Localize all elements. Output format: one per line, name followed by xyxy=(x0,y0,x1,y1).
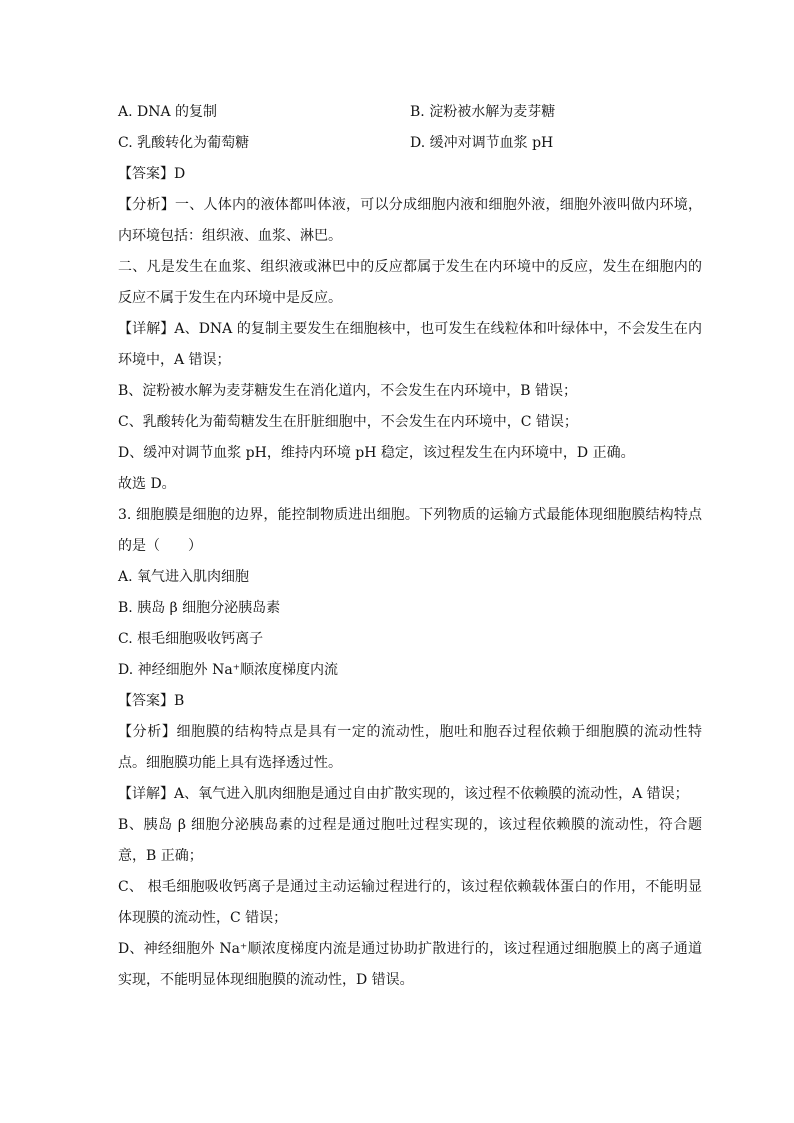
q3-option-d: D. 神经细胞外 Na⁺顺浓度梯度内流 xyxy=(118,662,339,678)
q3-option-b: B. 胰岛 β 细胞分泌胰岛素 xyxy=(118,600,281,616)
q2-detail-a: 【详解】A、DNA 的复制主要发生在细胞核中，也可发生在线粒体和叶绿体中，不会发生在内环境中，A 错误； xyxy=(118,321,702,368)
q2-option-b: B. 淀粉被水解为麦芽糖 xyxy=(410,104,556,120)
q2-option-d: D. 缓冲对调节血浆 pH xyxy=(410,135,554,151)
q3-detail-a: 【详解】A、氧气进入肌肉细胞是通过自由扩散实现的，该过程不依赖膜的流动性，A 错误； xyxy=(118,786,689,802)
q3-stem: 3. 细胞膜是细胞的边界，能控制物质进出细胞。下列物质的运输方式最能体现细胞膜结构特点的是（ ） xyxy=(118,507,702,554)
q2-option-c: C. 乳酸转化为葡萄糖 xyxy=(118,135,250,151)
q2-analysis-2: 二、凡是发生在血浆、组织液或淋巴中的反应都属于发生在内环境中的反应，发生在细胞内的反应不属于发生在内环境中是反应。 xyxy=(118,259,702,306)
q3-option-a: A. 氧气进入肌肉细胞 xyxy=(118,569,250,585)
q2-answer: 【答案】D xyxy=(118,166,186,182)
q2-analysis-1: 【分析】一、人体内的液体都叫体液，可以分成细胞内液和细胞外液，细胞外液叫做内环境，内环境包括：组织液、血浆、淋巴。 xyxy=(118,197,702,244)
q3-detail-b: B、胰岛 β 细胞分泌胰岛素的过程是通过胞吐过程实现的，该过程依赖膜的流动性，符合题意，B 正确； xyxy=(118,817,702,864)
q2-detail-c: C、乳酸转化为葡萄糖发生在肝脏细胞中，不会发生在内环境中，C 错误； xyxy=(118,414,578,430)
q2-conclusion: 故选 D。 xyxy=(118,476,176,492)
q3-detail-d: D、神经细胞外 Na⁺顺浓度梯度内流是通过协助扩散进行的，该过程通过细胞膜上的离子通道实现，不能明显体现细胞膜的流动性，D 错误。 xyxy=(118,941,702,988)
q2-options-row-1 xyxy=(118,97,702,128)
q3-answer: 【答案】B xyxy=(118,693,185,709)
q3-analysis: 【分析】细胞膜的结构特点是具有一定的流动性，胞吐和胞吞过程依赖于细胞膜的流动性特点。细胞膜功能上具有选择透过性。 xyxy=(118,724,702,771)
q3-detail-c: C、 根毛细胞吸收钙离子是通过主动运输过程进行的，该过程依赖载体蛋白的作用，不能明显体现膜的流动性，C 错误； xyxy=(118,879,702,926)
document-page xyxy=(118,97,702,996)
q2-option-a: A. DNA 的复制 xyxy=(118,104,218,120)
q2-options-row-2 xyxy=(118,128,702,159)
q2-detail-d: D、缓冲对调节血浆 pH，维持内环境 pH 稳定，该过程发生在内环境中，D 正确。 xyxy=(118,445,635,461)
q2-detail-b: B、淀粉被水解为麦芽糖发生在消化道内，不会发生在内环境中，B 错误； xyxy=(118,383,578,399)
q3-option-c: C. 根毛细胞吸收钙离子 xyxy=(118,631,264,647)
